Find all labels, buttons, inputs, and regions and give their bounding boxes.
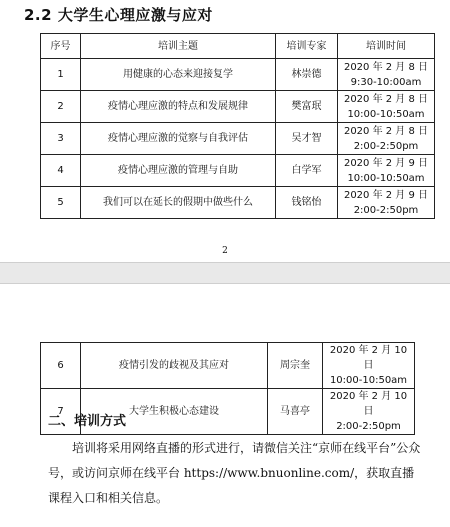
row-date: 2020 年 2 月 10 日: [329, 345, 408, 371]
header-time: 培训时间: [338, 34, 435, 59]
table-row: [41, 187, 435, 219]
row-date: 2020 年 2 月 8 日: [343, 93, 429, 105]
table-header-row: [41, 34, 435, 59]
row-topic: 我们可以在延长的假期中做些什么: [81, 187, 276, 219]
row-date: 2020 年 2 月 9 日: [343, 189, 429, 201]
row-expert: 白学军: [276, 155, 338, 187]
row-topic: 疫情心理应激的管理与自助: [81, 155, 276, 187]
row-time-range: 10:00-10:50am: [329, 375, 408, 386]
table-row: [41, 91, 435, 123]
row-date: 2020 年 2 月 8 日: [343, 125, 429, 137]
row-topic: 大学生积极心态建设: [81, 389, 268, 435]
table-row: [41, 59, 435, 91]
section-title: [24, 4, 213, 25]
row-time-range: 10:00-10:50am: [347, 108, 425, 120]
document-page-1: [0, 0, 450, 262]
row-number: 2: [41, 91, 81, 123]
row-number: 3: [41, 123, 81, 155]
header-topic: 培训主题: [81, 34, 276, 59]
row-date: 2020 年 2 月 9 日: [343, 157, 429, 169]
document-page-2: [0, 284, 450, 527]
row-time-range: 10:00-10:50am: [347, 172, 425, 184]
page-number: 2: [222, 246, 228, 256]
row-time-range: 9:30-10:00am: [350, 76, 422, 88]
row-topic: 用健康的心态来迎接复学: [81, 59, 276, 91]
row-time-range: 2:00-2:50pm: [353, 140, 419, 152]
row-date: 2020 年 2 月 10 日: [329, 391, 408, 417]
row-time: [323, 343, 415, 389]
row-number: 6: [41, 343, 81, 389]
row-time: [338, 59, 435, 91]
row-time-range: 2:00-2:50pm: [353, 204, 419, 216]
section-title-text: 大学生心理应激与应对: [57, 6, 213, 24]
row-time: [323, 389, 415, 435]
row-time: [338, 91, 435, 123]
header-number: 序号: [41, 34, 81, 59]
page-separator: [0, 262, 450, 284]
table-row: [41, 155, 435, 187]
row-expert: 钱铭怡: [276, 187, 338, 219]
training-schedule-table: [40, 33, 435, 219]
row-expert: 吴才智: [276, 123, 338, 155]
row-time-range: 2:00-2:50pm: [336, 421, 401, 432]
row-expert: 林崇德: [276, 59, 338, 91]
row-number: 7: [41, 389, 81, 435]
row-expert: 马喜亭: [268, 389, 323, 435]
table-row: [41, 123, 435, 155]
row-topic: 疫情心理应激的特点和发展规律: [81, 91, 276, 123]
row-number: 4: [41, 155, 81, 187]
row-time: [338, 123, 435, 155]
row-date: 2020 年 2 月 8 日: [343, 61, 429, 73]
section-number: 2.2: [24, 6, 53, 24]
row-expert: 周宗奎: [268, 343, 323, 389]
row-time: [338, 187, 435, 219]
row-expert: 樊富珉: [276, 91, 338, 123]
row-number: 1: [41, 59, 81, 91]
row-number: 5: [41, 187, 81, 219]
section-heading-training-method: 二、培训方式: [48, 414, 127, 429]
table-row: [41, 343, 415, 389]
row-topic: 疫情心理应激的觉察与自我评估: [81, 123, 276, 155]
header-expert: 培训专家: [276, 34, 338, 59]
row-topic: 疫情引发的歧视及其应对: [81, 343, 268, 389]
training-method-paragraph: 培训将采用网络直播的形式进行，请微信关注“京师在线平台”公众号，或访问京师在线平台 https://www.bnuonline.com/，获取直播课程入口和相关信息。: [48, 441, 421, 505]
row-time: [338, 155, 435, 187]
